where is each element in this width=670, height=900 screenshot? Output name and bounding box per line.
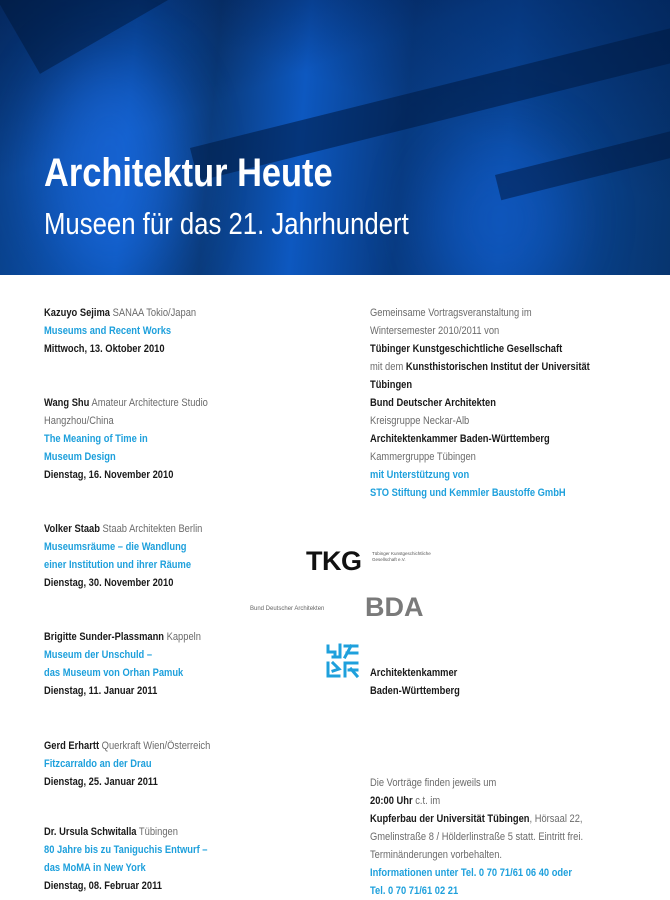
tkg-logo — [306, 546, 431, 576]
lecture-item — [44, 628, 344, 700]
venue-room: , Hörsaal 22, — [529, 813, 583, 825]
bda-logo-mark: BDA — [365, 592, 424, 622]
speaker-affiliation: Tübingen — [138, 826, 178, 838]
akbw-logo-line: Baden-Württemberg — [370, 685, 460, 697]
lecture-date: Dienstag, 25. Januar 2011 — [44, 776, 158, 788]
lecture-title: einer Institution und ihrer Räume — [44, 559, 192, 571]
lecture-item — [44, 737, 344, 791]
sponsor-names: STO Stiftung und Kemmler Baustoffe GmbH — [370, 487, 566, 499]
organizers-block — [370, 304, 660, 502]
lecture-date: Dienstag, 16. November 2010 — [44, 469, 174, 481]
speaker-affiliation: Amateur Architecture Studio — [91, 397, 208, 409]
speaker-affiliation: Staab Architekten Berlin — [102, 523, 203, 535]
speaker-name: Gerd Erhartt — [44, 740, 100, 752]
organizers-intro: Wintersemester 2010/2011 von — [370, 325, 500, 337]
architektenkammer-emblem-icon — [325, 643, 361, 679]
lecture-title: Museums and Recent Works — [44, 325, 172, 337]
support-label: mit Unterstützung von — [370, 469, 470, 481]
organizer-name-cont: Tübingen — [370, 379, 413, 391]
organizer-subgroup: Kreisgruppe Neckar-Alb — [370, 415, 470, 427]
lecture-title: Fitzcarraldo an der Drau — [44, 758, 152, 770]
akbw-logo-text — [370, 665, 476, 701]
schedule-note: Terminänderungen vorbehalten. — [370, 849, 503, 861]
lecture-title: Museum Design — [44, 451, 116, 463]
speaker-affiliation: Kappeln — [166, 631, 201, 643]
lecture-title: 80 Jahre bis zu Taniguchis Entwurf – — [44, 844, 208, 856]
bda-logo-subtext: Bund Deutscher Architekten — [250, 606, 325, 612]
speaker-affiliation-cont: Hangzhou/China — [44, 415, 114, 427]
contact-phone: Informationen unter Tel. 0 70 71/61 06 40 oder — [370, 867, 572, 879]
tkg-logo-subtext: Tübinger Kunstgeschichtliche Gesellschaft e.V. — [372, 551, 431, 562]
lecture-item — [44, 823, 344, 895]
page-subtitle: Museen für das 21. Jahrhundert — [44, 206, 409, 241]
speaker-name: Wang Shu — [44, 397, 90, 409]
lecture-title: Museumsräume – die Wandlung — [44, 541, 187, 553]
lecture-date: Mittwoch, 13. Oktober 2010 — [44, 343, 165, 355]
contact-phone: Tel. 0 70 71/61 02 21 — [370, 885, 459, 897]
lecture-title: Museum der Unschuld – — [44, 649, 153, 661]
lecture-date: Dienstag, 11. Januar 2011 — [44, 685, 158, 697]
banner-light-glow — [430, 140, 570, 275]
speaker-name: Dr. Ursula Schwitalla — [44, 826, 137, 838]
organizer-name: Bund Deutscher Architekten — [370, 397, 496, 409]
venue-address: Gmelinstraße 8 / Hölderlinstraße 5 statt. Eintritt frei. — [370, 831, 584, 843]
lecture-time: 20:00 Uhr — [370, 795, 413, 807]
header-banner — [0, 0, 670, 275]
speaker-name: Brigitte Sunder-Plassmann — [44, 631, 165, 643]
lecture-title: The Meaning of Time in — [44, 433, 148, 445]
organizers-intro: Gemeinsame Vortragsveranstaltung im — [370, 307, 532, 319]
organizer-name: Architektenkammer Baden-Württemberg — [370, 433, 550, 445]
organizer-name: Tübinger Kunstgeschichtliche Gesellschaft — [370, 343, 563, 355]
akbw-logo-line: Architektenkammer — [370, 667, 458, 679]
organizer-name: Kunsthistorischen Institut der Universität — [405, 361, 590, 373]
venue-info — [370, 774, 660, 900]
lecture-item — [44, 394, 344, 484]
tkg-logo-mark: TKG — [306, 546, 362, 576]
lecture-item — [44, 304, 344, 358]
lecture-item — [44, 520, 344, 592]
organizer-subgroup: Kammergruppe Tübingen — [370, 451, 476, 463]
speaker-name: Volker Staab — [44, 523, 100, 535]
lecture-time-suffix: c.t. im — [415, 795, 441, 807]
page-title: Architektur Heute — [44, 151, 333, 195]
lecture-date: Dienstag, 08. Februar 2011 — [44, 880, 162, 892]
lecture-title: das Museum von Orhan Pamuk — [44, 667, 184, 679]
speaker-affiliation: Querkraft Wien/Österreich — [101, 740, 211, 752]
info-text: Die Vorträge finden jeweils um — [370, 777, 497, 789]
lecture-title: das MoMA in New York — [44, 862, 146, 874]
speaker-name: Kazuyo Sejima — [44, 307, 110, 319]
lecture-date: Dienstag, 30. November 2010 — [44, 577, 174, 589]
speaker-affiliation: SANAA Tokio/Japan — [112, 307, 197, 319]
organizer-prefix: mit dem — [370, 361, 404, 373]
venue-name: Kupferbau der Universität Tübingen — [370, 813, 530, 825]
